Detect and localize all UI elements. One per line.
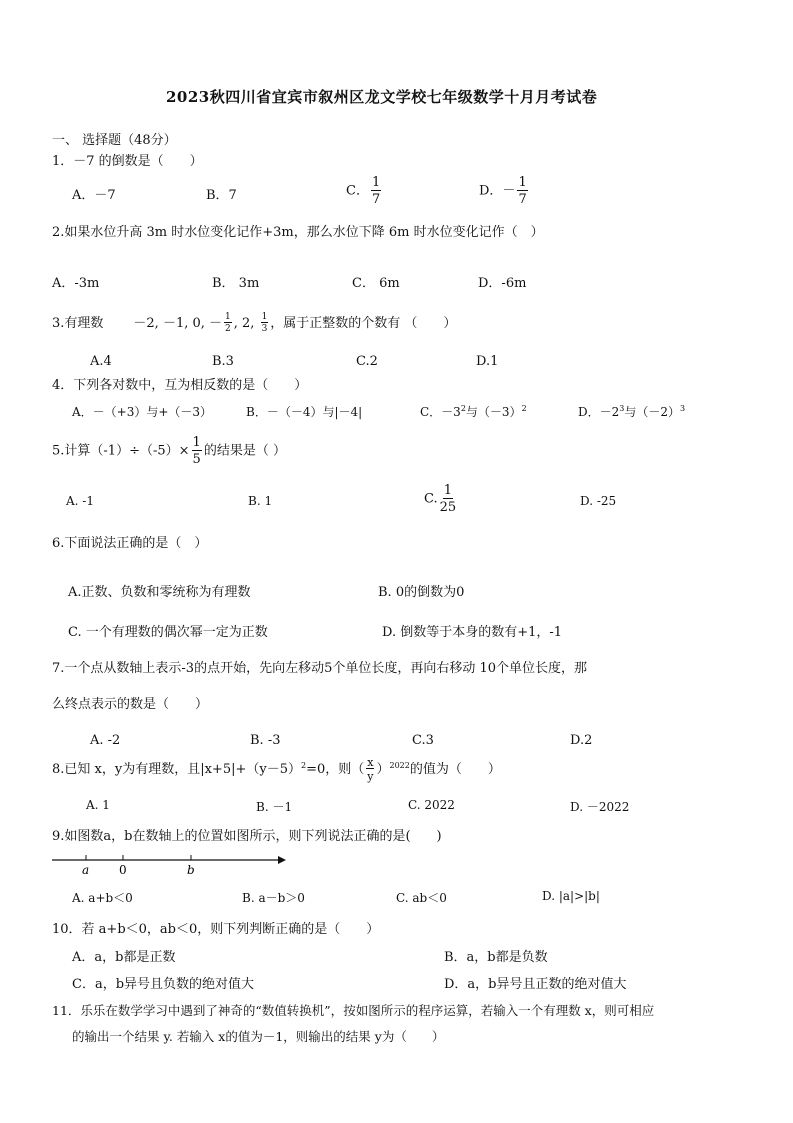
question-7-stem-line-1: 7.一个点从数轴上表示-3的点开始，先向左移动5个单位长度，再向右移动 10个单位长度，那 [52, 661, 588, 676]
question-1-option-c: C． $\frac{1}{7}$ [346, 175, 381, 207]
question-10-stem: 10．若 a+b＜0，ab＜0，则下列判断正确的是（ ） [52, 922, 380, 937]
page-title: 2023秋四川省宜宾市叙州区龙文学校七年级数学十月月考试卷 [166, 88, 598, 106]
question-8-option-d: D. －2022 [570, 800, 630, 814]
question-1-option-a: A．－7 [72, 188, 116, 203]
question-8-option-c: C. 2022 [408, 798, 455, 812]
question-9-option-b: B. a－b＞0 [242, 891, 305, 905]
question-3-option-a: A.4 [90, 354, 112, 369]
question-4-option-b: B．－（－4）与|－4| [246, 405, 363, 419]
question-4-option-c: C．$-3^2$与$(-3)^2$ [420, 404, 527, 419]
question-10-option-b: B．a，b都是负数 [444, 950, 548, 965]
section-heading: 一、 选择题（48分） [52, 133, 177, 148]
question-1-option-d: D．－ $\frac{1}{7}$ [479, 175, 527, 207]
label-a: a [82, 863, 90, 877]
question-11-stem-line-2: 的输出一个结果 y. 若输入 x的值为－1，则输出的结果 y为（ ） [72, 1029, 445, 1044]
question-1-option-b: B．7 [206, 188, 237, 203]
question-10-option-a: A．a，b都是正数 [72, 950, 176, 965]
question-7-option-b: B. -3 [250, 733, 281, 748]
question-2-option-c: C． 6m [352, 276, 400, 291]
question-2-option-b: B． 3m [212, 276, 260, 291]
question-1-stem: 1．－7 的倒数是（ ） [52, 154, 203, 169]
question-7-option-d: D.2 [570, 733, 593, 748]
question-3-option-b: B.3 [212, 354, 234, 369]
question-6-stem: 6.下面说法正确的是（ ） [52, 536, 208, 551]
question-3-option-d: D.1 [476, 354, 499, 369]
question-5-option-d: D. -25 [580, 494, 617, 508]
question-7-stem-line-2: 么终点表示的数是（ ） [52, 697, 209, 712]
question-8-option-b: B. －1 [256, 800, 293, 814]
question-5-option-c: C. $\frac{1}{25}$ [424, 483, 457, 515]
question-6-option-a: A.正数、负数和零统称为有理数 [68, 585, 251, 600]
question-11-stem-line-1: 11．乐乐在数学学习中遇到了神奇的“数值转换机”，按如图所示的程序运算，若输入一个有理数 x，则可相应 [52, 1003, 655, 1018]
question-9-stem: 9.如图数a，b在数轴上的位置如图所示，则下列说法正确的是( ) [52, 829, 442, 844]
question-6-option-b: B. 0的倒数为0 [378, 585, 465, 600]
question-2-stem: 2.如果水位升高 3m 时水位变化记作+3m，那么水位下降 6m 时水位变化记作（ ） [52, 225, 544, 240]
question-6-option-c: C. 一个有理数的偶次幂一定为正数 [68, 625, 268, 640]
question-3-stem: 3.有理数 －2, －1, 0, － $\frac{1}{2}$ , 2, $\frac{1}{3}$ ，属于正整数的个数有 （ ） [52, 312, 457, 334]
question-6-option-d: D. 倒数等于本身的数有+1，-1 [382, 625, 563, 640]
question-10-option-d: D．a，b异号且正数的绝对值大 [444, 977, 627, 992]
question-4-option-a: A．－（+3）与+（－3） [72, 405, 213, 419]
question-5-option-b: B. 1 [248, 494, 273, 508]
question-2-option-d: D．-6m [478, 276, 527, 291]
question-7-option-c: C.3 [412, 733, 434, 748]
question-4-option-d: D．$-2^3$与$(-2)^3$ [578, 404, 686, 419]
number-line-figure [50, 850, 290, 880]
question-9-option-d: D. |a|>|b| [542, 889, 600, 903]
question-9-option-c: C. ab＜0 [396, 891, 447, 905]
arrow-right-icon [278, 856, 286, 864]
question-5-stem: 5.计算（-1）÷（-5）× $\frac{1}{5}$ 的结果是（ ） [52, 435, 286, 467]
question-5-option-a: A. -1 [66, 494, 94, 508]
question-9-option-a: A. a+b＜0 [72, 891, 133, 905]
question-4-stem: 4．下列各对数中，互为相反数的是（ ） [52, 378, 308, 393]
question-10-option-c: C．a，b异号且负数的绝对值大 [72, 977, 255, 992]
question-2-option-a: A．-3m [52, 276, 100, 291]
label-0: 0 [119, 863, 127, 877]
question-3-option-c: C.2 [356, 354, 378, 369]
label-b: b [187, 863, 195, 877]
question-8-option-a: A. 1 [86, 798, 110, 812]
question-8-stem: 8.已知 x，y为有理数，且$|x+5|+(y-5)^2=0$，则（ $\frac{x}{y}$ ）$^{2022}$的值为（ ） [52, 756, 501, 783]
question-7-option-a: A. -2 [90, 733, 121, 748]
